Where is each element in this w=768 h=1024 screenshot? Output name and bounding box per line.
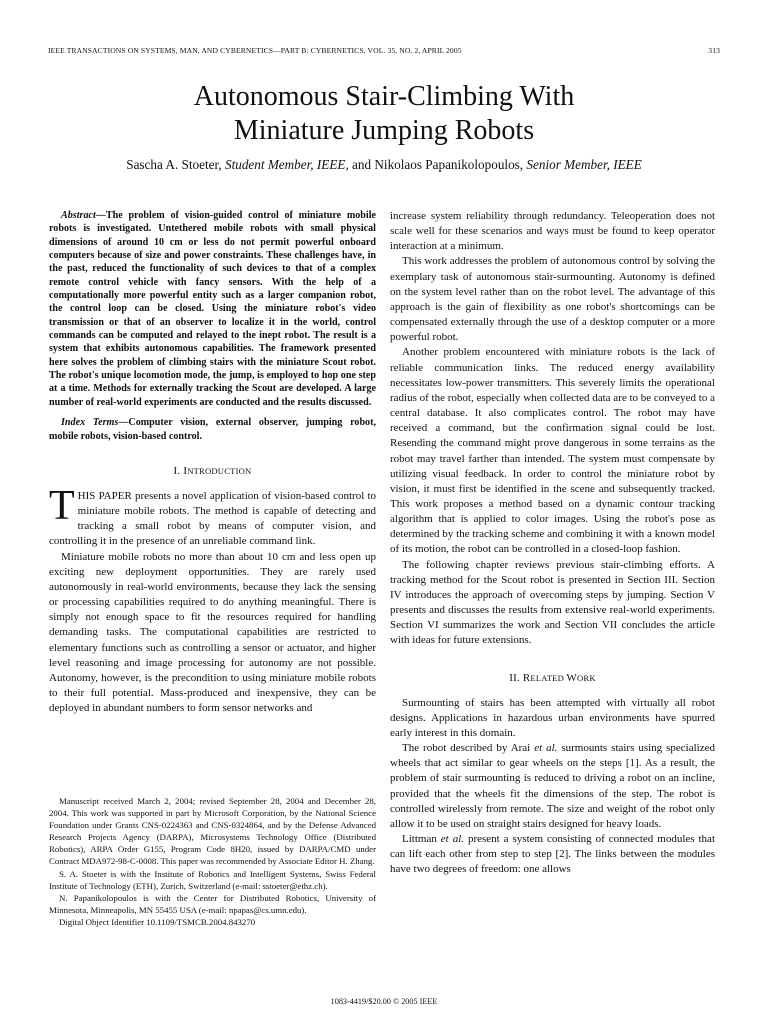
intro-paragraph-1 — [49, 483, 376, 550]
page-number: 313 — [708, 46, 720, 55]
related-paragraph-3-a: Littman — [402, 833, 441, 846]
right-paragraph-3: Another problem encountered with miniature robots is the lack of reliable communication links. The reduced energy availability necessitates low-power transmitters. This severely limits the operational radius of the robot, especially when collected data are to be conveyed to a central database. It also complicates control. The robot may have received a command, but the confirmation signal could be lost. Resending the command might prove dangerous in some terrains as the robot may travel farther than intended. The system must compensate by utilizing visual feedback. In order to control the miniature robot by vision, it must first be identified in the scene and subsequently tracked. This work proposes a method based on a dynamic contour tracking algorithm that is applied to color images. Using the robot's pose as determined by the tracking scheme and combining it with a known model of its motion, the robot can be controlled in a closed-loop fashion. — [390, 346, 715, 556]
section-heading-related-work — [390, 671, 715, 686]
section-2-first-letter-2: W — [566, 671, 578, 684]
section-1-rest: NTRODUCTION — [187, 465, 252, 476]
section-2-rest-1: ELATED — [530, 672, 567, 683]
related-paragraph-2-etal: et al. — [534, 742, 558, 755]
section-2-first-letter-1: R — [522, 671, 531, 684]
footnote-doi: Digital Object Identifier 10.1109/TSMCB.2004.843270 — [59, 916, 256, 927]
section-1-numeral: I. — [173, 464, 184, 477]
abstract-text: The problem of vision-guided control of miniature mobile robots is investigated. Untethered mobile robots with small physical dimensions of around 10 cm or less do not permit powerful onboard computers because of size and power constraints. These challenges have, in the past, reduced the functionality of such devices to that of a complex remote control vehicle with fancy sensors. With the help of a computationally more powerful entity such as a larger companion robot, the control loop can be closed. Using the miniature robot's video transmission or that of an observer to localize it in the world, control commands can be computed and relayed to the inept robot. The result is a system that exhibits autonomous capabilities. The framework presented here solves the problem of climbing stairs with the miniature Scout robot. The robot's unique locomotion mode, the jump, is employed to hop one step at a time. Methods for externally tracking the Scout are developed. A large number of real-world experiments are conducted and the results discussed. — [49, 210, 376, 408]
footnotes — [49, 795, 376, 928]
right-column — [390, 209, 715, 878]
author-2-role: Senior Member, IEEE — [526, 157, 642, 172]
title-line-1: Autonomous Stair-Climbing With — [193, 81, 575, 112]
related-paragraph-3-b: present a system consisting of connected modules that can lift each other from step to step [2]. The links between the modules have two degrees of freedom: one allows — [390, 833, 715, 876]
section-2-numeral: II. — [509, 671, 523, 684]
related-paragraph-2-b: surmounts stairs using specialized wheels that act similar to gear wheels on the steps [1]. As a result, the problem of stair surmounting is reduced to driving a robot on an incline, provided that the wheels fit the dimensions of the step. The robot is controlled wirelessly from remote. The size and weight of the robot only allow it to be used on straight stairs designed for heavy loads. — [390, 742, 715, 830]
footnote-author-2: N. Papanikolopoulos is with the Center for Distributed Robotics, University of Minnesota, Minneapolis, MN 55455 USA (e-mail: npapas@cs.umn.edu). — [49, 892, 376, 915]
section-heading-introduction — [49, 464, 376, 479]
author-1-role: Student Member, IEEE, — [224, 157, 349, 172]
related-paragraph-2 — [390, 741, 715, 832]
title-line-2: Miniature Jumping Robots — [233, 115, 535, 146]
copyright-footer: 1083-4419/$20.00 © 2005 IEEE — [330, 997, 438, 1006]
index-terms-label: Index Terms— — [61, 417, 129, 429]
intro-paragraph-1-text: HIS PAPER presents a novel application of vision-based control to miniature mobile robots. The method is capable of detecting and tracking a small robot by means of computer vision, and controlling it in the presence of an unreliable command link. — [49, 490, 376, 548]
drop-cap: T — [49, 483, 75, 529]
running-head — [48, 46, 720, 55]
related-paragraph-2-a: The robot described by Arai — [402, 742, 535, 755]
footnote-author-1: S. A. Stoeter is with the Institute of Robotics and Intelligent Systems, Swiss Federal Institute of Technology (ETH), Zurich, Switzerland (e-mail: sstoeter@ethz.ch). — [49, 868, 376, 891]
related-paragraph-1: Surmounting of stairs has been attempted with virtually all robot designs. Applications in hazardous urban environments have spurred early interest in this domain. — [390, 696, 715, 739]
intro-paragraph-2: Miniature mobile robots no more than about 10 cm and less open up exciting new deployment opportunities. They are rarely used autonomously in real-world environments, because they lack the sensing or processing capabilities required to do anything meaningful. There is simply not enough space to fit the resources required for handling demanding tasks. The computational capabilities are restricted to elementary functions such as controlling a sensor or actuator, and higher level reasoning and image processing for autonomy are not possible. Autonomy, however, is the precondition to using miniature mobile robots to their full potential. Mass-produced and inexpensive, they can be deployed in abundant numbers to form sensor networks and — [49, 550, 376, 715]
index-terms-text: Computer vision, external observer, jumping robot, mobile robots, vision-based control. — [49, 417, 376, 442]
journal-name: IEEE TRANSACTIONS ON SYSTEMS, MAN, AND CYBERNETICS—PART B: CYBERNETICS, VOL. 35, NO. 2, APRIL 2005 — [48, 46, 462, 55]
abstract-label: Abstract— — [61, 210, 106, 221]
right-paragraph-2: This work addresses the problem of autonomous control by solving the exemplary task of autonomous stair-surmounting. Autonomy is defined on the system level rather than on the robot level. The advantage of this approach is the gain of flexibility as one robot's shortcomings can be compensated externally through the use of a desktop computer or a more powerful robot. — [390, 255, 715, 344]
index-terms — [49, 416, 376, 443]
footnote-manuscript: Manuscript received March 2, 2004; revised September 28, 2004 and December 28, 2004. This work was supported in part by Microsoft Corporation, by the National Science Foundation under Grants CNS-0224363 and CNS-0324864, and by the Defense Advanced Research Projects Agency (DARPA), Microsystems Technology Office (Distributed Robotics), ARPA Order G155, Program Code 8H20, issued by DARPA/CMD under Contract MDA972-98-C-0008. This paper was recommended by Associate Editor H. Zhang. — [49, 796, 376, 867]
related-paragraph-3 — [390, 832, 715, 877]
section-1-first-letter: I — [183, 464, 188, 477]
right-paragraph-4: The following chapter reviews previous stair-climbing efforts. A tracking method for the Scout robot is presented in Section III. Section IV introduces the approach of overcoming steps by jumping. Section V presents and discusses the results from extensive real-world experiments. Section VI summarizes the work and Section VII concludes the article with ideas for future extensions. — [390, 558, 715, 647]
left-column — [49, 209, 376, 716]
paper-title — [48, 80, 720, 148]
related-paragraph-3-etal: et al. — [440, 833, 464, 846]
author-1: Sascha A. Stoeter, — [126, 157, 222, 172]
abstract — [49, 209, 376, 409]
section-2-rest-2: ORK — [577, 672, 596, 683]
author-line — [48, 157, 720, 173]
right-paragraph-1: increase system reliability through redundancy. Teleoperation does not scale well for these scenarios and ways must be found to keep operator interaction at a minimum. — [390, 210, 715, 253]
author-2: and Nikolaos Papanikolopoulos, — [352, 157, 524, 172]
